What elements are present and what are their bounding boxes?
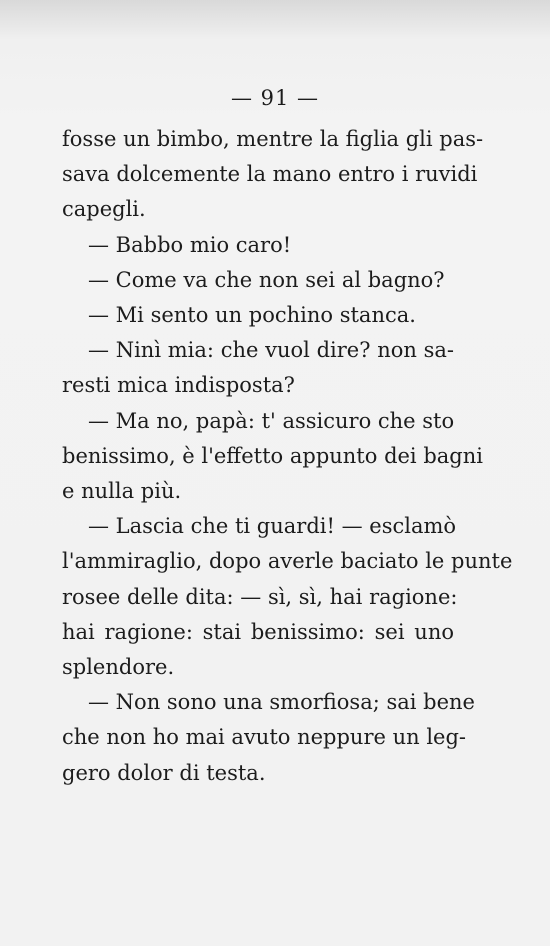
text-line: benissimo, è l'effetto appunto dei bagni — [62, 443, 483, 468]
page-number: — 91 — — [230, 86, 320, 110]
text-line: — Come va che non sei al bagno? — [88, 267, 445, 292]
text-line: hai ragione: stai benissimo: sei uno — [62, 619, 454, 644]
text-line: — Mi sento un pochino stanca. — [88, 303, 416, 328]
text-line: fosse un bimbo, mentre la figlia gli pas- — [62, 127, 484, 151]
text-line: rosee delle dita: — sì, sì, hai ragione: — [62, 584, 458, 609]
text-line: — Ninì mia: che vuol dire? non sa- — [88, 338, 454, 363]
text-line: capegli. — [62, 197, 146, 222]
text-line: che non ho mai avuto neppure un leg- — [62, 725, 467, 750]
text-line: — Lascia che ti guardi! — esclamò — [88, 514, 457, 539]
text-line: e nulla più. — [62, 479, 182, 504]
text-line: l'ammiraglio, dopo averle baciato le punte — [62, 549, 513, 574]
text-line: — Babbo mio caro! — [88, 232, 292, 257]
text-line: gero dolor di testa. — [62, 760, 266, 785]
body-text — [62, 122, 513, 791]
text-line: — Ma no, papà: t' assicuro che sto — [88, 408, 455, 433]
text-line: sava dolcemente la mano entro i ruvidi — [62, 162, 478, 187]
text-line: resti mica indisposta? — [62, 373, 295, 398]
text-line: — Non sono una smorfiosa; sai bene — [88, 690, 475, 715]
text-line: splendore. — [62, 655, 175, 680]
